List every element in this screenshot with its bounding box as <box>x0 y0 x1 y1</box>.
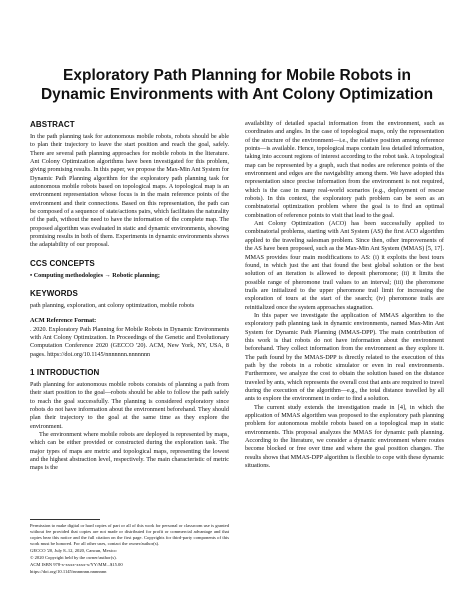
copyright-footnote <box>30 519 229 575</box>
right-column <box>245 120 444 473</box>
right-paragraph-2: Ant Colony Optimization (ACO) has been successfully applied to combinatorial problems, starting with Ant System (AS) the first ACO algorithm applied to the traveling salesman problem. Since then, other improvements of the AS have been proposed, such as the Max-Min Ant System (MMAS) [5, 17]. MMAS provides four main modifications to AS: (i) it exploits the best tours found, in which just the ant that found the best global solution or the best solution of an iteration is allowed to deposit pheromone; (ii) it limits the possible range of pheromone trail values to an interval; (iii) the pheromone trails are initialized to the upper pheromone trail limit for increasing the exploration of tours at the start of the search; (iv) pheromone trails are reinitialized once the system approaches stagnation. <box>245 220 444 311</box>
keywords-heading: KEYWORDS <box>30 289 78 299</box>
abstract-text: In the path planning task for autonomous mobile robots, robots should be able to plan their trajectory to leave the start position and reach the goal, safely. There are several path planning approaches for mobile robots in the literature. Ant Colony Optimization algorithms have been investigated for this problem, giving promising results. In this paper, we propose the Max-Min Ant System for Dynamic Path Planning algorithm for the exploratory path planning task for autonomous mobile robots based on topological maps. A topological map is an environment representation whose focus is in the main reference points of the environment and their connections. Based on this representation, the path can be composed of a sequence of state/actions pairs, which facilitates the naturality of the path, without the need to have the information of the complete map. The proposed algorithm was evaluated in static and dynamic environments, showing promising results in both of them. Experiments in dynamic environments shows the adaptability of our proposal. <box>30 133 229 249</box>
right-paragraph-1: availability of detailed spacial information from the environment, such as coordinates and angles. In the case of topological maps, only the representation of the structure of the environment—i.e., the relative position among reference points—is available. Hence, topological maps contain less detailed information, taking into account regions of interest according to the robot task. A topological map can be represented by a graph, such that nodes are reference points of the environment and edges are the navigability among them. We have adopted this representation since precise information from the environment is not required, which is the case in many real-world scenarios (e.g., deployment of rescue robots). In this context, the exploratory path problem can be seen as an combinatorial optimization problem where the goal is to find an optimal combination of reference points to visit that lead to the goal. <box>245 120 444 219</box>
right-paragraph-4: The current study extends the investigation made in [4], in which the application of MMAS algorithm was proposed to the exploratory path planning problem for autonomous mobile robots based on a topological map in static environments. This proposal analyzes the MMAS for dynamic path planning. According to the literature, we consider a dynamic environment where routes become blocked or free over time and where the goal position changes. The results shows that MMAS-DPP algorithm is flexible to cope with these dynamic situations. <box>245 403 444 470</box>
introduction-paragraph-1: Path planning for autonomous mobile robots consists of planning a path from their start position to the goal—robots should be able to follow the path safely to reach the goal successfully. The planning is considered exploratory since robots do not have information about the environment beforehand. They should plan their trajectory to the goal at the same time as they explore the environment. <box>30 380 229 430</box>
ccs-text: • Computing methodologies → Robotic planning; <box>30 271 160 279</box>
abstract-heading: ABSTRACT <box>30 120 75 129</box>
introduction-paragraph-2: The environment where mobile robots are deployed is represented by maps, which can be either provided or constructed during the exploration task. The major types of maps are metric and topological maps, representing the lowest and the highest abstraction level, respectively. The main characteristic of metric maps is the <box>30 431 229 472</box>
reference-format-heading: ACM Reference Format: <box>30 317 97 325</box>
footnote-isbn: ACM ISBN 978-x-xxxx-xxxx-x/YY/MM...$15.00 <box>30 562 123 567</box>
footnote-conference: GECCO '20, July 8–12, 2020, Cancun, Mexico <box>30 548 117 553</box>
right-paragraph-3: In this paper we investigate the application of MMAS algorithm to the exploratory path planning task in dynamic environments, named Max-Min Ant System for Dynamic Path Planning (MMAS-DPP). The main contribution of this work is that robots do not have information about the environment beforehand. They collect information from the environment as they explore it. The path found by the MMAS-DPP is directly related to the execution of this path by the robots in a robotic simulator or even in real environments. Furthermore, we analyze the cost to obtain the solution based on the distance traveled by ants, which represents the overall cost that ants are required to travel during the execution of the algorithm—e.g., the total distance travelled by all ants to explore the environment in order to find a solution. <box>245 311 444 403</box>
keywords-text: path planning, exploration, ant colony optimization, mobile robots <box>30 302 195 310</box>
left-column <box>30 120 229 473</box>
reference-format-text: . 2020. Exploratory Path Planning for Mobile Robots in Dynamic Environments with Ant Colony Optimization. In Proceedings of the Genetic and Evolutionary Computation Conference 2020 (GECCO '20). ACM, New York, NY, USA, 8 pages. https://doi.org/10.1145/nnnnnnn.nnnnnnn <box>30 325 229 358</box>
footnote-rule <box>30 519 100 520</box>
footnote-permission: Permission to make digital or hard copies of part or all of this work for personal or classroom use is granted without fee provided that copies are not made or distributed for profit or commercial advantage and that copies bear this notice and the full citation on the first page. Copyrights for third-party components of this work must be honored. For all other uses, contact the owner/author(s). <box>30 523 229 546</box>
footnote-doi: https://doi.org/10.1145/nnnnnnn.nnnnnnn <box>30 569 107 574</box>
ccs-heading: CCS CONCEPTS <box>30 258 95 268</box>
footnote-copyright: © 2020 Copyright held by the owner/author(s). <box>30 555 117 560</box>
two-column-body <box>30 120 444 473</box>
paper-title: Exploratory Path Planning for Mobile Robots in Dynamic Environments with Ant Colony Optimization <box>40 67 434 103</box>
introduction-heading: 1 INTRODUCTION <box>30 367 100 377</box>
